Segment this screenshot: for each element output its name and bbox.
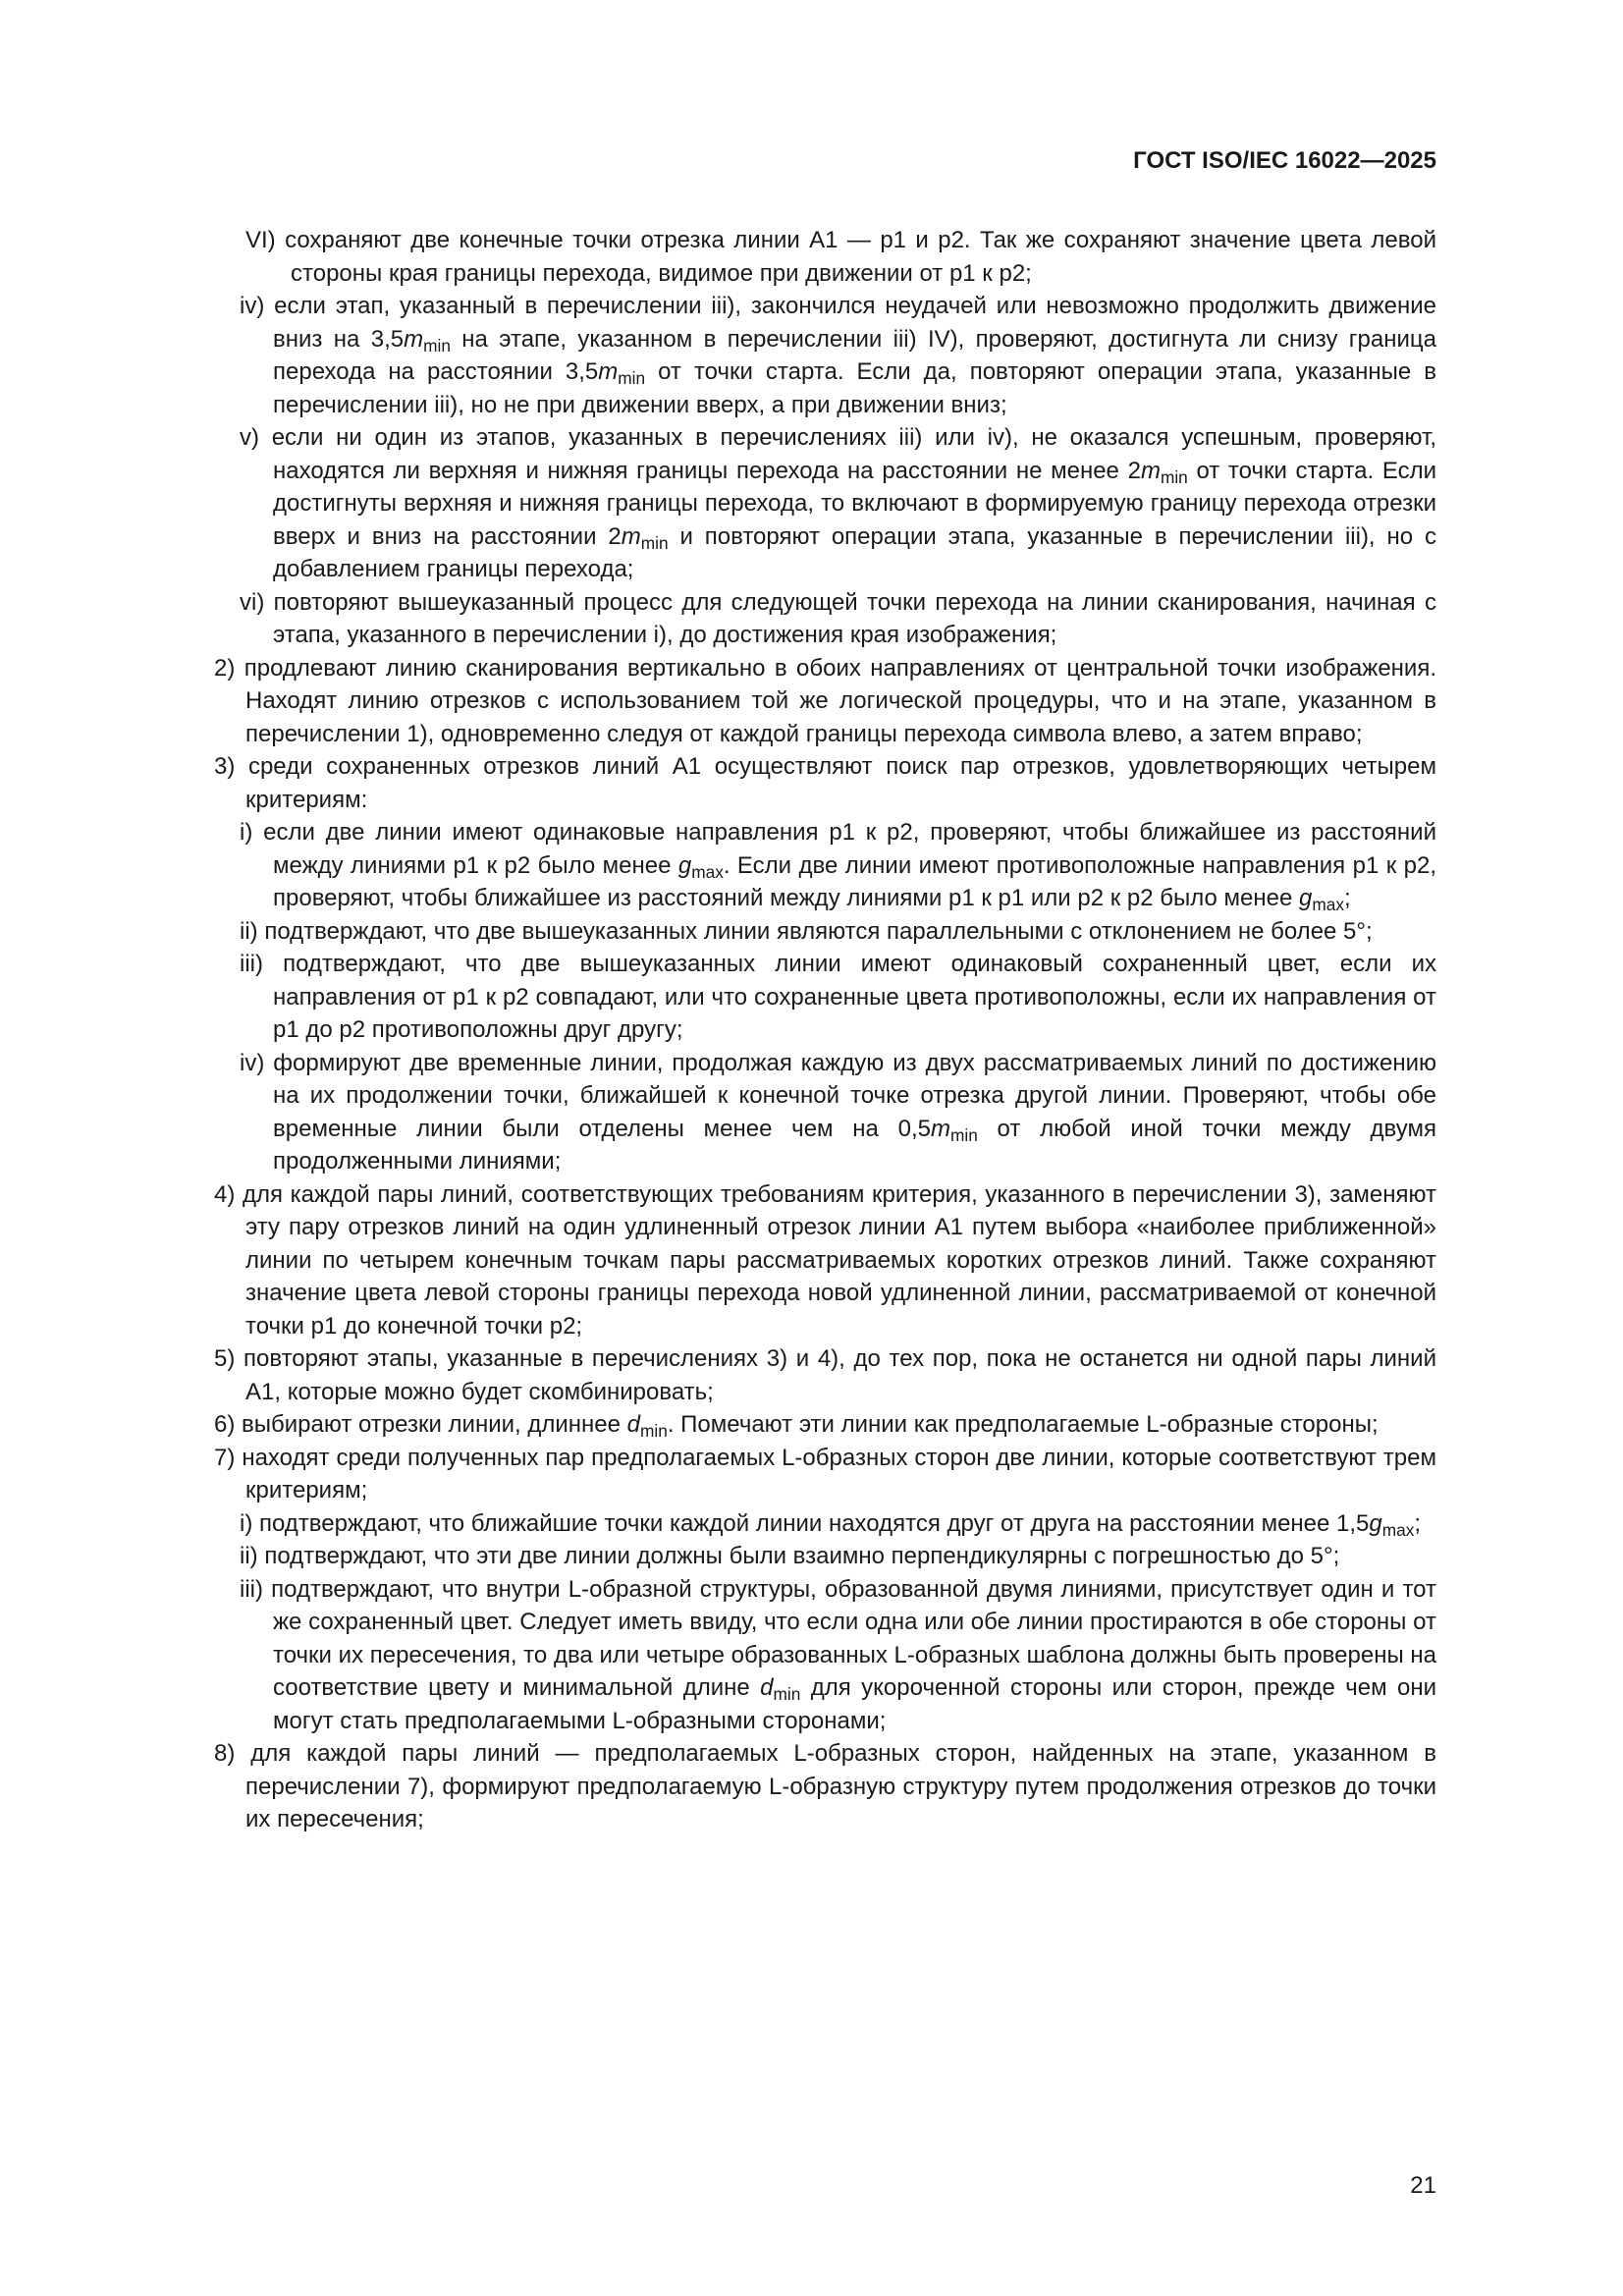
list-item: 7) находят среди полученных пар предполагаемых L-образных сторон две линии, которые соответствуют трем критериям; [214,1444,1436,1503]
list-item: i) подтверждают, что ближайшие точки каждой линии находятся друг от друга на расстоянии менее $1,5g_{max}$; [240,1509,1422,1540]
page-number: 21 [1410,2172,1436,2199]
list-item: vi) повторяют вышеуказанный процесс для следующей точки перехода на линии сканирования, начиная с этапа, указанного в перечислении i), до достижения края изображения; [240,588,1436,648]
list-item: 3) среди сохраненных отрезков линий A1 осуществляют поиск пар отрезков, удовлетворяющих четырем критериям: [214,753,1436,813]
document-header: ГОСТ ISO/IEC 16022—2025 [1133,147,1436,174]
list-item: 5) повторяют этапы, указанные в перечислениях 3) и 4), до тех пор, пока не останется ни одной пары линий A1, которые можно будет скомбинировать; [214,1345,1436,1405]
list-item: iii) подтверждают, что внутри L-образной структуры, образованной двумя линиями, присутствует один и тот же сохраненный цвет. Следует иметь ввиду, что если одна или обе линии простираются в обе стороны от точки их пересечения, то два или четыре образованных L-образных шаблона должны быть проверены на соответствие цвету и минимальной длине $d_{min}$ для укороченной стороны или сторон, прежде чем они могут стать предполагаемыми L-образными сторонами; [240,1575,1436,1734]
list-item: ii) подтверждают, что эти две линии должны были взаимно перпендикулярны с погрешностью до 5°; [240,1543,1340,1569]
list-item: VI) сохраняют две конечные точки отрезка линии A1 — p1 и p2. Так же сохраняют значение цвета левой стороны края границы перехода, видимое при движении от p1 к p2; [245,227,1436,287]
document-body [214,224,1436,1836]
list-item: iii) подтверждают, что две вышеуказанных линии имеют одинаковый сохраненный цвет, если их направления от p1 к p2 совпадают, или что сохраненные цвета противоположны, если их направления от p1 до p2 противоположны друг другу; [240,951,1436,1043]
list-item: 4) для каждой пары линий, соответствующих требованиям критерия, указанного в перечислении 3), заменяют эту пару отрезков линий на один удлиненный отрезок линии A1 путем выбора «наиболее приближенной» линии по четырем конечным точкам пары рассматриваемых коротких отрезков линий. Также сохраняют значение цвета левой стороны границы перехода новой удлиненной линии, рассматриваемой от конечной точки p1 до конечной точки p2; [214,1180,1436,1339]
list-item: ii) подтверждают, что две вышеуказанных линии являются параллельными с отклонением не более 5°; [240,917,1373,945]
list-item: 2) продлевают линию сканирования вертикально в обоих направлениях от центральной точки изображения. Находят линию отрезков с использованием той же логической процедуры, что и на этапе, указанном в перечислении 1), одновременно следуя от каждой границы перехода символа влево, а затем вправо; [214,654,1436,747]
list-item: v) если ни один из этапов, указанных в перечислениях iii) или iv), не оказался успешным, проверяют, находятся ли верхняя и нижняя границы перехода на расстоянии не менее $2m_{min}$ от точки старта. Если достигнуты верхняя и нижняя границы перехода, то включают в формируемую границу перехода отрезки вверх и вниз на расстоянии $2m_{min}$ и повторяют операции этапа, указанные в перечислении iii), но с добавлением границы перехода; [240,424,1437,582]
list-item: 8) для каждой пары линий — предполагаемых L-образных сторон, найденных на этапе, указанном в перечислении 7), формируют предполагаемую L-образную структуру путем продолжения отрезков до точки их пересечения; [214,1740,1436,1832]
list-item: iv) формируют две временные линии, продолжая каждую из двух рассматриваемых линий по достижению на их продолжении точки, ближайшей к конечной точке отрезка другой линии. Проверяют, чтобы обе временные линии были отделены менее чем на $0,5m_{min}$ от любой иной точки между двумя продолженными линиями; [240,1049,1437,1175]
list-item: i) если две линии имеют одинаковые направления p1 к p2, проверяют, чтобы ближайшее из расстояний между линиями p1 к p2 было менее $g_{max}$. Если две линии имеют противоположные направления p1 к p2, проверяют, чтобы ближайшее из расстояний между линиями p1 к p1 или p2 к p2 было менее $g_{max}$; [240,819,1436,915]
list-item: iv) если этап, указанный в перечислении iii), закончился неудачей или невозможно продолжить движение вниз на $3,5m_{min}$ на этапе, указанном в перечислении iii) IV), проверяют, достигнута ли снизу граница перехода на расстоянии $3,5m_{min}$ от точки старта. Если да, повторяют операции этапа, указанные в перечислении iii), но не при движении вверх, а при движении вниз; [240,293,1437,418]
list-item: 6) выбирают отрезки линии, длиннее $d_{min}$. Помечают эти линии как предполагаемые L-образные стороны; [214,1411,1379,1442]
